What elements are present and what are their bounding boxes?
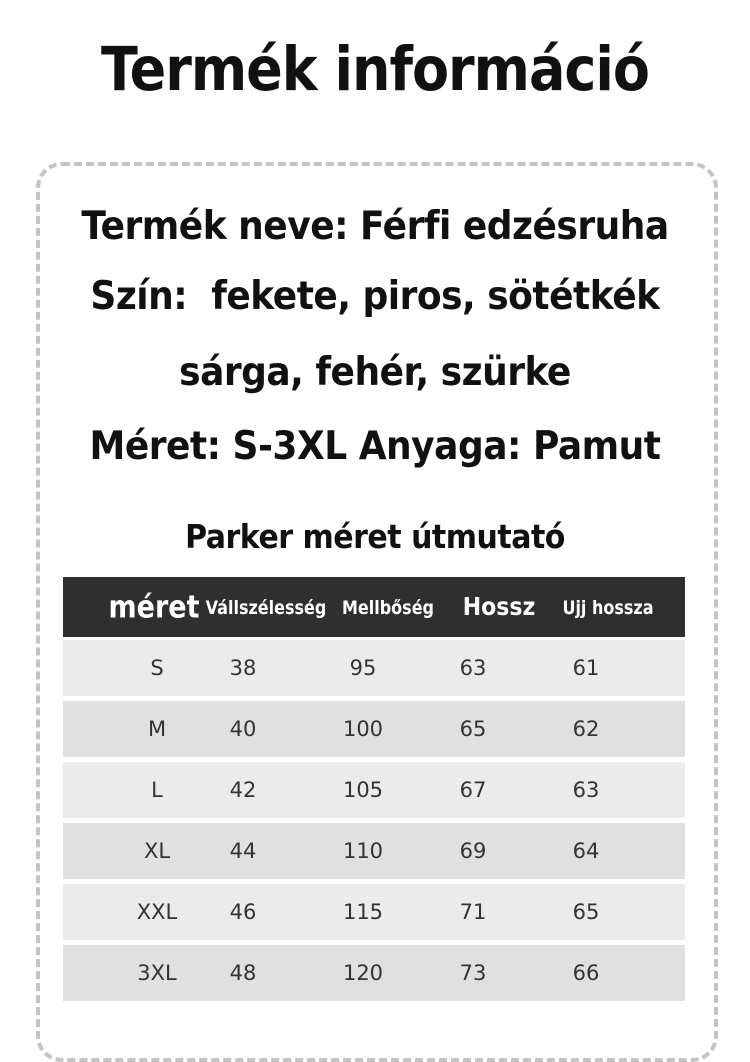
table-row xyxy=(63,762,685,818)
header-size: méret xyxy=(108,589,200,625)
cell-shoulder: 38 xyxy=(229,656,257,680)
cell-size: S xyxy=(150,656,164,680)
header-chest: Mellbőség xyxy=(341,596,434,618)
cell-shoulder: 40 xyxy=(229,717,257,741)
cell-sleeve: 63 xyxy=(572,778,600,802)
cell-length: 63 xyxy=(459,656,487,680)
cell-chest: 110 xyxy=(342,839,384,863)
size-material-line: Méret: S-3XL Anyaga: Pamut xyxy=(89,423,661,470)
cell-shoulder: 48 xyxy=(229,961,257,985)
table-row xyxy=(63,945,685,1001)
cell-size: M xyxy=(147,717,167,741)
table-row xyxy=(63,884,685,940)
table-header xyxy=(63,577,685,637)
cell-sleeve: 61 xyxy=(572,656,600,680)
header-shoulder: Vállszélesség xyxy=(205,596,327,618)
table-row xyxy=(63,701,685,757)
cell-size: 3XL xyxy=(137,961,177,985)
cell-sleeve: 66 xyxy=(572,961,600,985)
size-table xyxy=(63,577,685,1001)
cell-sleeve: 62 xyxy=(572,717,600,741)
cell-size: XXL xyxy=(136,900,178,924)
cell-length: 67 xyxy=(459,778,487,802)
page-title: Termék információ xyxy=(100,34,650,105)
cell-shoulder: 44 xyxy=(229,839,257,863)
cell-size: XL xyxy=(143,839,171,863)
table-row xyxy=(63,640,685,696)
cell-chest: 100 xyxy=(342,717,384,741)
color-line-continued: sárga, fehér, szürke xyxy=(179,349,571,396)
cell-size: L xyxy=(151,778,163,802)
product-name-line: Termék neve: Férfi edzésruha xyxy=(81,203,669,250)
cell-chest: 105 xyxy=(342,778,384,802)
table-row xyxy=(63,823,685,879)
cell-sleeve: 64 xyxy=(572,839,600,863)
cell-sleeve: 65 xyxy=(572,900,600,924)
cell-length: 73 xyxy=(459,961,487,985)
table-body xyxy=(63,640,685,1001)
header-sleeve: Ujj hossza xyxy=(562,596,654,618)
cell-length: 71 xyxy=(459,900,487,924)
cell-shoulder: 42 xyxy=(229,778,257,802)
color-line: Szín: fekete, piros, sötétkék xyxy=(90,273,660,320)
cell-length: 65 xyxy=(459,717,487,741)
cell-length: 69 xyxy=(459,839,487,863)
size-guide-title: Parker méret útmutató xyxy=(185,518,565,557)
header-length: Hossz xyxy=(462,592,536,622)
cell-chest: 120 xyxy=(342,961,384,985)
cell-shoulder: 46 xyxy=(229,900,257,924)
cell-chest: 115 xyxy=(342,900,384,924)
cell-chest: 95 xyxy=(349,656,377,680)
